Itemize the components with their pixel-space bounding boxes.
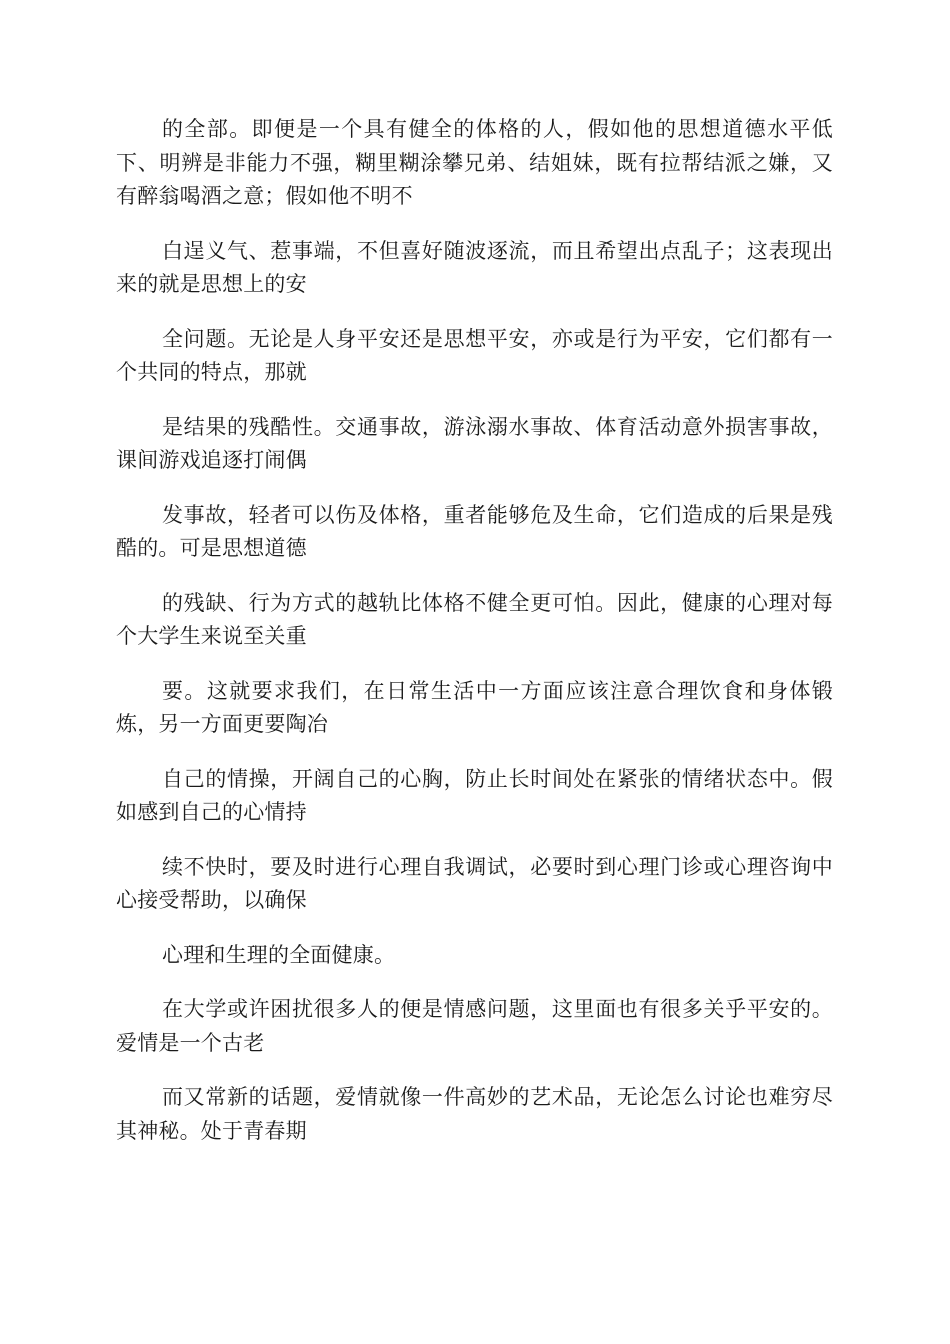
paragraph: 要。这就要求我们，在日常生活中一方面应该注意合理饮食和身体锻炼，另一方面更要陶冶 xyxy=(116,678,833,736)
paragraph: 白逞义气、惹事端，不但喜好随波逐流，而且希望出点乱子；这表现出来的就是思想上的安 xyxy=(116,238,833,296)
paragraph: 全问题。无论是人身平安还是思想平安，亦或是行为平安，它们都有一个共同的特点，那就 xyxy=(116,326,833,384)
paragraph: 是结果的残酷性。交通事故，游泳溺水事故、体育活动意外损害事故，课间游戏追逐打闹偶 xyxy=(116,414,833,472)
paragraph: 而又常新的话题，爱情就像一件高妙的艺术品，无论怎么讨论也难穷尽其神秘。处于青春期 xyxy=(116,1085,833,1143)
paragraph: 的残缺、行为方式的越轨比体格不健全更可怕。因此，健康的心理对每个大学生来说至关重 xyxy=(116,590,833,648)
paragraph: 在大学或许困扰很多人的便是情感问题，这里面也有很多关乎平安的。爱情是一个古老 xyxy=(116,997,833,1055)
paragraph: 的全部。即便是一个具有健全的体格的人，假如他的思想道德水平低下、明辨是非能力不强，糊里糊涂攀兄弟、结姐妹，既有拉帮结派之嫌，又有醉翁喝酒之意；假如他不明不 xyxy=(116,117,833,208)
paragraph: 发事故，轻者可以伤及体格，重者能够危及生命，它们造成的后果是残酷的。可是思想道德 xyxy=(116,502,833,560)
paragraph: 续不快时，要及时进行心理自我调试，必要时到心理门诊或心理咨询中心接受帮助，以确保 xyxy=(116,854,833,912)
document-body xyxy=(116,113,833,1169)
paragraph: 心理和生理的全面健康。 xyxy=(162,942,396,967)
paragraph: 自己的情操，开阔自己的心胸，防止长时间处在紧张的情绪状态中。假如感到自己的心情持 xyxy=(116,766,833,824)
